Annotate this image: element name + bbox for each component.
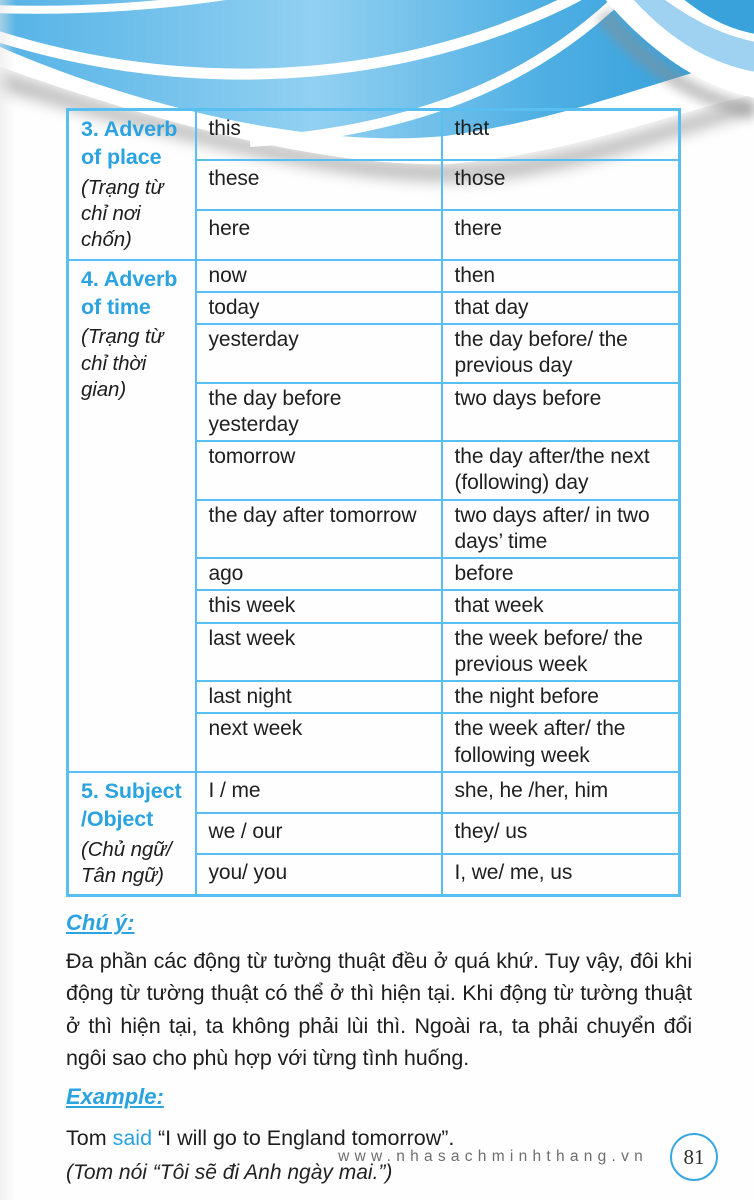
category-header-cell — [68, 260, 196, 772]
direct-speech-cell: ago — [196, 558, 442, 590]
reporting-verb: said — [112, 1126, 153, 1151]
category-title-line: 4. Adverb — [81, 266, 178, 291]
direct-speech-cell: now — [196, 260, 442, 292]
example-sentence-suffix: “I will go to England tomorrow”. — [152, 1126, 455, 1151]
category-subtitle: (Trạng từ chỉ nơi chốn) — [81, 175, 164, 252]
direct-speech-cell: here — [196, 210, 442, 260]
example-translation: (Tom nói “Tôi sẽ đi Anh ngày mai.”) — [66, 1161, 393, 1185]
direct-speech-cell: the day after tomorrow — [196, 500, 442, 559]
category-title — [81, 116, 185, 172]
direct-speech-cell: last night — [196, 681, 442, 713]
category-title-line: /Object — [81, 806, 154, 831]
direct-speech-cell: I / me — [196, 772, 442, 813]
example-label-text: Example: — [66, 1084, 164, 1110]
note-label-text: Chú ý: — [66, 910, 135, 936]
note-label — [66, 910, 692, 936]
category-header-cell — [68, 772, 196, 896]
reported-speech-cell: the week after/ the following week — [442, 713, 680, 772]
reported-speech-cell: the day before/ the previous day — [442, 324, 680, 383]
table-row — [68, 260, 680, 292]
reported-speech-cell: those — [442, 160, 680, 210]
page-number-badge — [670, 1133, 718, 1181]
reported-speech-cell: she, he /her, him — [442, 772, 680, 813]
category-title — [81, 266, 185, 322]
direct-speech-cell: you/ you — [196, 854, 442, 896]
direct-speech-cell: this week — [196, 590, 442, 622]
reported-speech-conversion-table — [66, 108, 681, 897]
category-title-line: of place — [81, 144, 162, 169]
direct-speech-cell: tomorrow — [196, 441, 442, 500]
category-title-line: of time — [81, 294, 151, 319]
reported-speech-cell: two days before — [442, 383, 680, 442]
publisher-website: www.nhasachminhthang.vn — [338, 1148, 648, 1165]
reported-speech-cell: they/ us — [442, 813, 680, 854]
direct-speech-cell: last week — [196, 623, 442, 682]
reported-speech-cell: that week — [442, 590, 680, 622]
category-subtitle: (Chủ ngữ/ Tân ngữ) — [81, 837, 172, 887]
direct-speech-cell: the day before yesterday — [196, 383, 442, 442]
reported-speech-cell: two days after/ in two days’ time — [442, 500, 680, 559]
direct-speech-cell: today — [196, 292, 442, 324]
direct-speech-cell: this — [196, 110, 442, 160]
reported-speech-cell: that — [442, 110, 680, 160]
page-footer — [338, 1133, 718, 1181]
table-row — [68, 772, 680, 813]
reported-speech-cell: before — [442, 558, 680, 590]
example-sentence-prefix: Tom — [66, 1126, 113, 1151]
category-title — [81, 778, 185, 834]
page-number: 81 — [683, 1144, 705, 1169]
table-row — [68, 110, 680, 160]
direct-speech-cell: yesterday — [196, 324, 442, 383]
page-content — [66, 108, 692, 1185]
reported-speech-cell: I, we/ me, us — [442, 854, 680, 896]
reported-speech-cell: there — [442, 210, 680, 260]
direct-speech-cell: we / our — [196, 813, 442, 854]
category-header-cell — [68, 110, 196, 260]
note-paragraph: Đa phần các động từ tường thuật đều ở quá khứ. Tuy vậy, đôi khi động từ tường thuật có thể ở thì hiện tại. Khi động từ tường thuật ở thì hiện tại, ta không phải lùi thì. Ngoài ra, ta phải chuyển đổi ngôi sao cho phù hợp với từng tình huống. — [66, 949, 692, 1070]
direct-speech-cell: these — [196, 160, 442, 210]
reported-speech-cell: the week before/ the previous week — [442, 623, 680, 682]
reported-speech-cell: that day — [442, 292, 680, 324]
category-title-line: 5. Subject — [81, 778, 182, 803]
reported-speech-cell: the night before — [442, 681, 680, 713]
example-label — [66, 1084, 692, 1110]
category-subtitle: (Trạng từ chỉ thời gian) — [81, 325, 164, 401]
direct-speech-cell: next week — [196, 713, 442, 772]
category-title-line: 3. Adverb — [81, 117, 178, 141]
reported-speech-cell: then — [442, 260, 680, 292]
reported-speech-cell: the day after/the next (following) day — [442, 441, 680, 500]
